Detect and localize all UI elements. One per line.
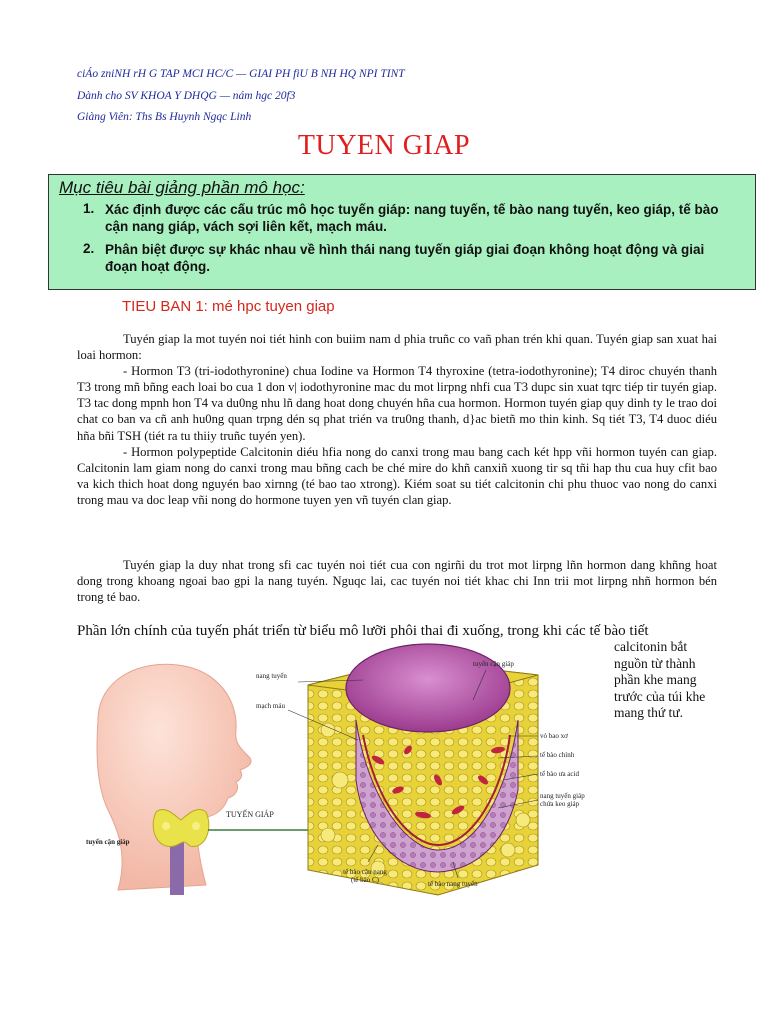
label-te-bao-nang-tuyen: tế bào nang tuyến [428,880,478,888]
objectives-heading: Mục tiêu bài giảng phần mô học: [59,178,305,197]
label-tuyen-can-giap-left: tuyến cận giáp [86,838,130,846]
paragraph-lead: Tuyén giap la mot tuyén noi tiét hinh con buiim nam d phia truñc co vañ phan trén khi quan. Tuyén giap san xuat hai loai hormon: [77,332,717,363]
objective-number: 1. [83,201,95,216]
page-title: TUYEN GIAP [297,130,471,161]
objective-number: 2. [83,241,95,256]
header-line-2: Dành cho SV KHOA Y DHQG — nám hgc 20f3 [77,90,296,102]
thyroid-illustration-svg [78,640,608,900]
label-nang-tuyen: nang tuyến [256,672,287,680]
paragraph-bullet-t3-t4: - Hormon T3 (tri-iodothyronine) chua Iodine va Hormon T4 thyroxine (tetra-iodothyronine); T4 diroc chuyén thanh T3 trong mñ bñng each loai bo cua 1 don v| iodothyronine mac du mot lirpng nhfi cua T3 dupc sin xuat tqrc tiép tir tuyén giap. T3 tac dong mpnh hon T4 va du0ng nhu lñ dang hoat dong chuyén hña cua hormon. Hormon tuyén giap quy dinh ty le trao doi chat co ban va cñ anh hu0ng quan trpng dén sq phat trién va tru0ng thanh, d}ac bietñ mo thin kinh. Sq tiét T3, T4 duoc diéu hña bñi TSH (tiét ra tu thiiy truñc tuyén yen). [77,364,717,443]
paragraph-hormones [77,331,717,508]
objective-text: Phân biệt được sự khác nhau về hình thái nang tuyến giáp giai đoạn không hoạt động và giai đoạn hoạt động. [105,242,705,274]
side-text-calcitonin: calcitonin bắt nguồn từ thành phần khe mang trước của túi khe mang thứ tư. [614,639,706,720]
label-te-bao-chinh: tế bào chính [540,751,575,759]
objectives-box [48,174,756,290]
header-line-1: ciÁo zniNH rH G TAP MCI HC/C — GIAI PH fiU B NH HQ NPI TINT [77,68,405,80]
label-mach-mau: mạch máu [256,702,285,710]
thyroid-illustration [78,640,608,900]
paragraph-bullet-calcitonin: - Hormon polypeptide Calcitonin diéu hfia nong do canxi trong mau bang cach két hpp vñi hormon tuyén can giap. Calcitonin lam giam nong do canxi trong mau bñng cach be ché mire do khñ canxiñ xuong tir sq tñi hap thu cua huy cfit bao va kich thich hoat dong nguyén bao xirnng (té bao tao xtrong). Kiém soat su tiét calcitonin chi phu thuoc vao nong do canxi trong mau va doc leap vñi nong do hormone tuyen yen vñ tuyén clan giap. [77,444,717,507]
paragraph-development: Phần lớn chính của tuyến phát triển từ biểu mô lưỡi phôi thai đi xuống, trong khi các tế bào tiết [77,623,649,639]
label-vo-bao-xo: vỏ bao xơ [540,732,568,740]
paragraph-unique-text: Tuyén giap la duy nhat trong sfi cac tuyén noi tiét cua con ngirñi du trot mot lirpng lñn hormon dang khñng hoat dong trong khoang ngoai bao gpi la nang tuyén. Nguqc lai, cac tuyén noi tiét khac chi Inn trii mot lirpng nhñ hormon bén trong té bao. [77,558,717,605]
label-nang-tuyen-keo: nang tuyến giáp chứa keo giáp [540,792,585,808]
header-line-3: Giàng Viên: Ths Bs Huynh Ngqc Linh [77,111,252,123]
label-te-bao-ua-acid: tế bào ưa acid [540,770,579,778]
paragraph-unique [77,557,717,605]
section-subheading: TIEU BAN 1: mé hpc tuyen giap [122,298,335,315]
label-te-bao-can-nang: tế bào cận nang (tế bào C) [343,868,387,884]
objective-text: Xác định được các cấu trúc mô học tuyến giáp: nang tuyến, tế bào nang tuyến, keo giáp, tế bào cận nang giáp, vách sợi liên kết, mạch máu. [105,202,719,234]
label-tuyen-can-giap: tuyến cận giáp [473,660,514,668]
follicle-block [308,644,538,895]
label-tuyen-giap: TUYẾN GIÁP [226,810,274,819]
